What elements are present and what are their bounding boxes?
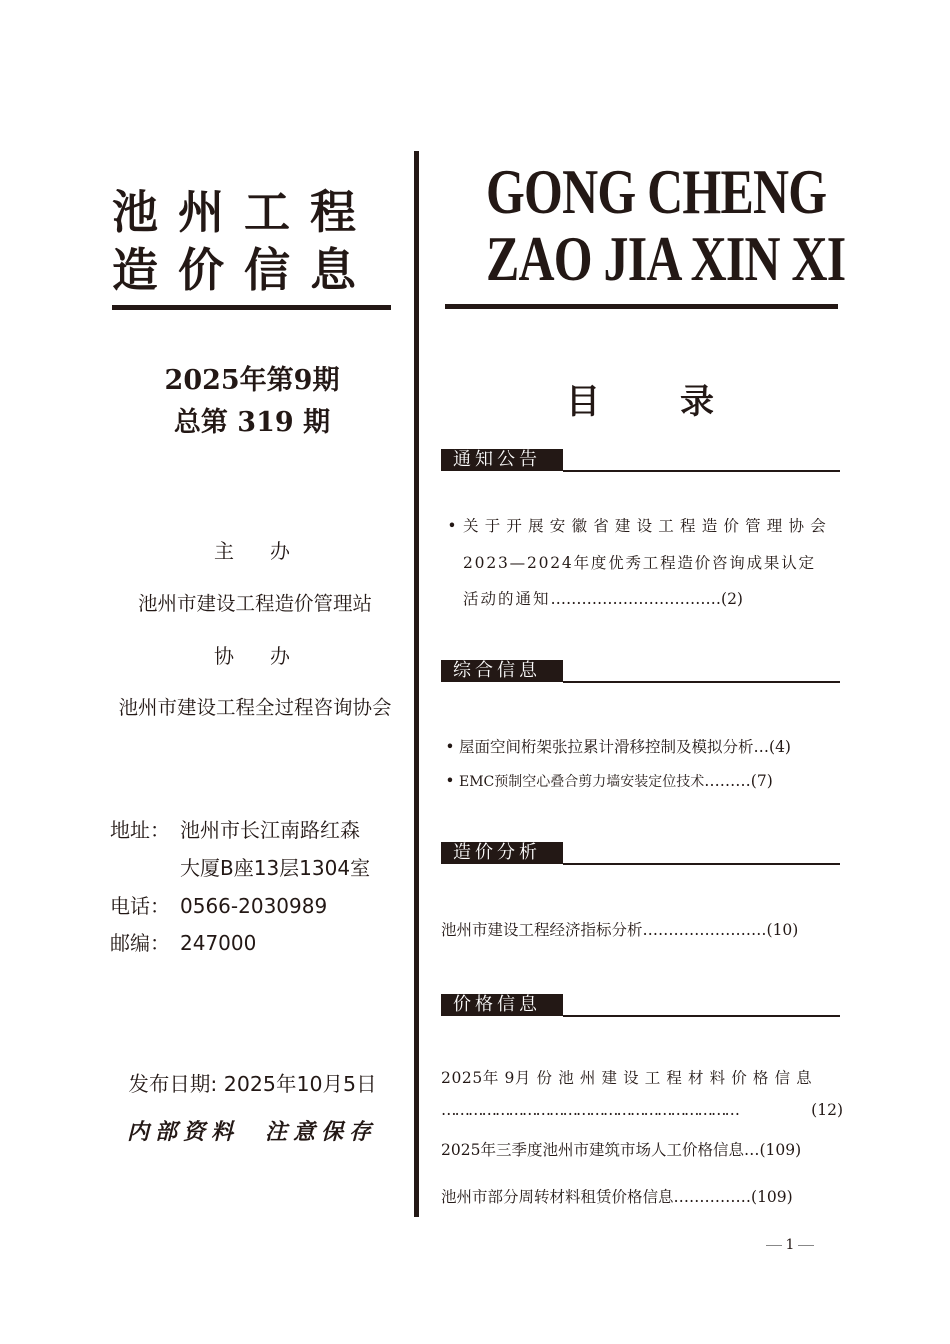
section-label: 价格信息 — [441, 994, 563, 1016]
dot-leader: ……… — [704, 772, 751, 790]
cohost-label-b: 办 — [270, 644, 290, 668]
toc-entry[interactable] — [441, 1185, 843, 1207]
section-rule — [563, 681, 840, 683]
toc-entry-title: EMC预制空心叠合剪力墙安装定位技术 — [459, 774, 705, 790]
toc-title-b: 录 — [680, 382, 714, 422]
phone-row — [110, 888, 327, 925]
toc-entry-line[interactable] — [463, 587, 843, 609]
bullet-icon: • — [445, 738, 455, 756]
toc-entry[interactable] — [441, 771, 843, 791]
bullet-icon: • — [447, 517, 457, 535]
section-rule — [563, 863, 840, 865]
brand-title-cn-line2: 造价信息 — [112, 243, 376, 297]
address-line1: 池州市长江南路红森 — [180, 818, 360, 842]
vertical-divider — [414, 151, 419, 1217]
title-underline-left — [112, 305, 391, 310]
brand-title-en-line1: GONG CHENG — [486, 156, 827, 227]
bullet-icon: • — [445, 772, 455, 790]
footer-dash-left — [766, 1245, 782, 1246]
toc-page-number: (109) — [751, 1188, 793, 1206]
address-label: 地址： — [110, 818, 170, 842]
address-row-2 — [110, 850, 370, 887]
section-label: 综合信息 — [441, 660, 563, 682]
dot-leader: …………………… — [642, 921, 767, 939]
dot-leader: …………………………… — [550, 590, 722, 608]
toc-entry-title: 2025年 9月 份 池 州 建 设 工 程 材 料 价 格 信 息 — [441, 1069, 813, 1087]
section-label: 造价分析 — [441, 842, 563, 864]
issue-total-number: 总第 319 期 — [173, 407, 331, 438]
toc-entry[interactable] — [441, 918, 843, 940]
cohost-label-a: 协 — [214, 644, 234, 668]
internal-notice — [112, 1115, 392, 1146]
address-line2: 大厦B座13层1304室 — [180, 856, 371, 880]
toc-entry-title-cont: 2023—2024年度优秀工程造价咨询成果认定 — [463, 554, 816, 572]
section-header-cost-analysis — [441, 842, 840, 867]
toc-entry-line[interactable] — [441, 1101, 843, 1119]
toc-title-a: 目 — [566, 382, 600, 422]
postcode-value: 247000 — [180, 931, 257, 955]
title-underline-right — [445, 304, 838, 309]
toc-entry-title: 2025年三季度池州市建筑市场人工价格信息 — [441, 1141, 744, 1159]
dot-leader: … — [753, 738, 770, 756]
phone-label: 电话： — [110, 894, 170, 918]
page-footer — [760, 1237, 820, 1253]
toc-entry-title: 屋面空间桁架张拉累计滑移控制及模拟分析 — [459, 738, 754, 756]
toc-entry-line[interactable] — [441, 514, 843, 536]
host-label-a: 主 — [214, 539, 234, 563]
host-label — [112, 535, 392, 564]
host-label-b: 办 — [270, 539, 290, 563]
cohost-label — [112, 640, 392, 669]
toc-entry[interactable] — [441, 1138, 843, 1160]
section-label: 通知公告 — [441, 449, 563, 471]
toc-page-number: (2) — [721, 590, 743, 608]
brand-title-en-line2: ZAO JIA XIN XI — [486, 223, 846, 294]
toc-entry-line[interactable] — [463, 551, 843, 573]
release-date: 发布日期: 2025年10月5日 — [128, 1072, 377, 1096]
footer-dash-right — [798, 1245, 814, 1246]
section-header-general — [441, 660, 840, 685]
postcode-row — [110, 925, 256, 962]
toc-entry-title-cont: 活动的通知 — [463, 590, 551, 608]
internal-material-text: 内部资料 — [126, 1119, 239, 1145]
toc-page-number: (7) — [750, 772, 773, 790]
keep-safe-text: 注意保存 — [265, 1119, 378, 1145]
cohost-organization: 池州市建设工程全过程咨询协会 — [118, 696, 392, 719]
section-rule — [563, 470, 840, 472]
toc-page-number: (4) — [769, 738, 791, 756]
address-row — [110, 812, 360, 849]
toc-title — [440, 374, 840, 423]
section-header-notices — [441, 449, 840, 474]
toc-entry-title: 关于开展安徽省建设工程造价管理协会 — [463, 517, 832, 535]
toc-entry-title: 池州市部分周转材料租赁价格信息 — [441, 1188, 674, 1206]
postcode-label: 邮编： — [110, 931, 170, 955]
dot-leader: … — [743, 1141, 760, 1159]
host-organization: 池州市建设工程造价管理站 — [137, 592, 372, 615]
section-header-price-info — [441, 994, 840, 1019]
toc-entry-line[interactable] — [441, 1066, 843, 1088]
toc-page-number: (12) — [811, 1101, 843, 1119]
brand-title-cn-line1: 池州工程 — [112, 185, 376, 239]
page-number: 1 — [785, 1237, 795, 1253]
toc-page-number: (109) — [759, 1141, 802, 1159]
section-rule — [563, 1015, 840, 1017]
dot-leader: …………… — [673, 1188, 752, 1206]
toc-page-number: (10) — [766, 921, 799, 939]
issue-number: 2025年第9期 — [164, 365, 340, 396]
toc-entry-title: 池州市建设工程经济指标分析 — [441, 921, 643, 939]
toc-entry[interactable] — [441, 735, 843, 757]
dot-leader: ………………………………………………………… — [441, 1101, 738, 1119]
phone-number: 0566-2030989 — [180, 894, 328, 918]
